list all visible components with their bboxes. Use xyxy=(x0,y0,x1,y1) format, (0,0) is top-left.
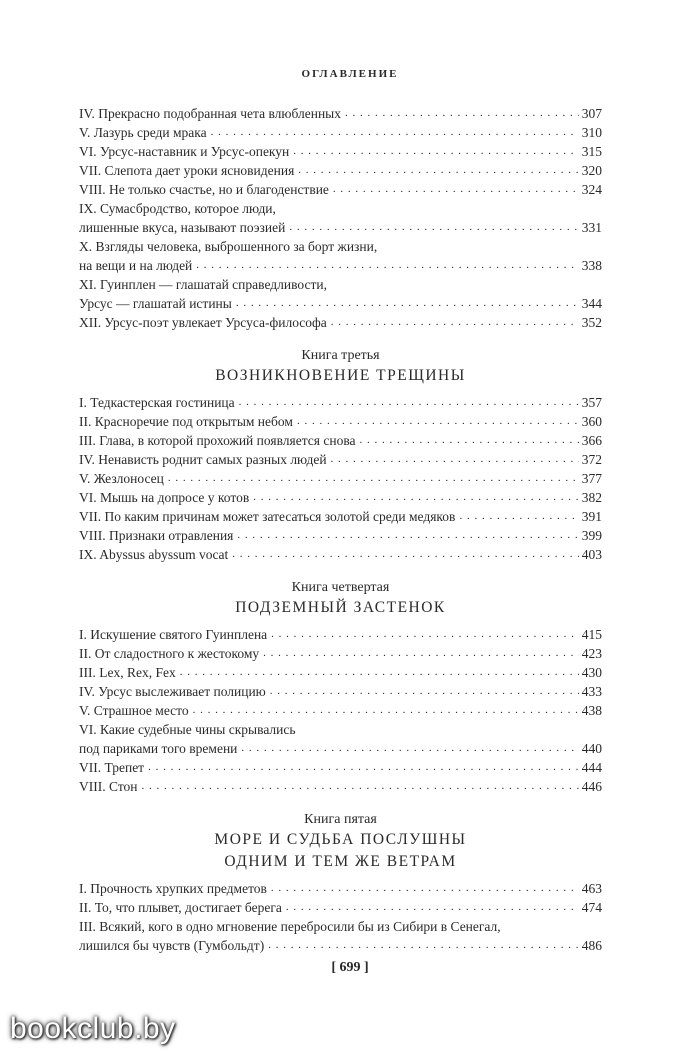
toc-entry xyxy=(79,879,602,898)
toc-entry xyxy=(79,142,602,161)
entry-page-number: 430 xyxy=(581,665,602,680)
entry-page-number: 415 xyxy=(581,627,602,642)
entry-page-number: 403 xyxy=(581,547,602,562)
entry-title: X. Взгляды человека, выброшенного за борт жизни, xyxy=(79,239,378,254)
entry-page-number: 357 xyxy=(581,395,602,410)
toc-entry xyxy=(79,720,602,758)
entry-page-number: 307 xyxy=(581,106,602,121)
entry-title: II. От сладостного к жестокому xyxy=(79,646,260,661)
toc-entry xyxy=(79,644,602,663)
entry-title: VII. Слепота дает уроки ясновидения xyxy=(79,163,295,178)
book-heading xyxy=(79,346,602,387)
entry-title: IV. Ненависть роднит самых разных людей xyxy=(79,452,327,467)
entry-page-number: 444 xyxy=(581,760,602,775)
toc-entry xyxy=(79,469,602,488)
entry-title: III. Lex, Rex, Fex xyxy=(79,665,176,680)
dot-leader xyxy=(239,393,579,407)
toc-entry xyxy=(79,507,602,526)
entry-title: V. Страшное место xyxy=(79,703,189,718)
entry-title: VIII. Не только счастье, но и благоденствие xyxy=(79,182,329,197)
entry-page-number: 324 xyxy=(581,182,602,197)
book-title: МОРЕ И СУДЬБА ПОСЛУШНЫ xyxy=(214,831,467,848)
entry-title: лишенные вкуса, называют поэзией xyxy=(79,220,286,235)
dot-leader xyxy=(142,777,579,791)
dot-leader xyxy=(270,682,579,696)
entry-title: VIII. Стон xyxy=(79,779,138,794)
toc-entry xyxy=(79,104,602,123)
toc-entry xyxy=(79,123,602,142)
book-heading xyxy=(79,578,602,619)
dot-leader xyxy=(360,431,579,445)
dot-leader xyxy=(333,180,579,194)
entry-title: на вещи и на людей xyxy=(79,258,193,273)
dot-leader xyxy=(331,450,579,464)
toc-section xyxy=(79,346,602,564)
watermark-logo: bookclub.by xyxy=(10,1012,176,1045)
entry-page-number: 338 xyxy=(581,258,602,273)
entry-title: III. Всякий, кого в одно мгновение перебросили бы из Сибири в Сенегал, xyxy=(79,919,501,934)
entry-page-number: 366 xyxy=(581,433,602,448)
entry-page-number: 391 xyxy=(581,509,602,524)
entry-page-number: 320 xyxy=(581,163,602,178)
entry-page-number: 446 xyxy=(581,779,602,794)
toc-entry xyxy=(79,488,602,507)
entry-page-number: 331 xyxy=(581,220,602,235)
dot-leader xyxy=(271,625,579,639)
toc-entry xyxy=(79,898,602,917)
page-number: [ 699 ] xyxy=(331,960,369,975)
toc-entry xyxy=(79,758,602,777)
entry-title: VI. Какие судебные чины скрывались xyxy=(79,722,296,737)
entry-page-number: 382 xyxy=(581,490,602,505)
toc-entry xyxy=(79,777,602,796)
toc-entry xyxy=(79,625,602,644)
entry-page-number: 440 xyxy=(581,741,602,756)
entry-title: VI. Урсус-наставник и Урсус-опекун xyxy=(79,144,290,159)
dot-leader xyxy=(148,758,579,772)
entry-title: II. То, что плывет, достигает берега xyxy=(79,900,282,915)
entry-title: VIII. Признаки отравления xyxy=(79,528,234,543)
book-heading xyxy=(79,810,602,873)
book-title: ВОЗНИКНОВЕНИЕ ТРЕЩИНЫ xyxy=(215,367,466,384)
dot-leader xyxy=(180,663,579,677)
dot-leader xyxy=(268,936,579,950)
entry-page-number: 315 xyxy=(581,144,602,159)
entry-title: I. Прочность хрупких предметов xyxy=(79,881,267,896)
entry-title: IV. Урсус выслеживает полицию xyxy=(79,684,266,699)
dot-leader xyxy=(271,879,579,893)
entry-page-number: 372 xyxy=(581,452,602,467)
toc-entry xyxy=(79,917,602,955)
entry-page-number: 423 xyxy=(581,646,602,661)
entry-page-number: 344 xyxy=(581,296,602,311)
toc-entry xyxy=(79,180,602,199)
toc-entry xyxy=(79,545,602,564)
toc-entry xyxy=(79,275,602,313)
book-label: Книга четвертая xyxy=(291,580,390,595)
toc-entry xyxy=(79,313,602,332)
book-label: Книга пятая xyxy=(304,812,377,827)
entry-title: IV. Прекрасно подобранная чета влюбленных xyxy=(79,106,341,121)
dot-leader xyxy=(331,313,579,327)
entry-title: IX. Сумасбродство, которое люди, xyxy=(79,201,276,216)
entry-title: лишился бы чувств (Гумбольдт) xyxy=(79,938,265,953)
entry-page-number: 352 xyxy=(581,315,602,330)
dot-leader xyxy=(263,644,579,658)
toc-entry xyxy=(79,161,602,180)
toc-section xyxy=(79,104,602,332)
entry-title: V. Лазурь среди мрака xyxy=(79,125,207,140)
dot-leader xyxy=(193,701,579,715)
entry-page-number: 377 xyxy=(581,471,602,486)
toc-entry xyxy=(79,701,602,720)
entry-title: IX. Abyssus abyssum vocat xyxy=(79,547,229,562)
dot-leader xyxy=(241,739,578,753)
entry-title: VII. Трепет xyxy=(79,760,145,775)
entry-page-number: 310 xyxy=(581,125,602,140)
dot-leader xyxy=(289,218,578,232)
toc-section xyxy=(79,578,602,796)
book-title: ПОДЗЕМНЫЙ ЗАСТЕНОК xyxy=(235,599,446,616)
entry-title: Урсус — глашатай истины xyxy=(79,296,232,311)
toc-entry xyxy=(79,412,602,431)
entry-title: XI. Гуинплен — глашатай справедливости, xyxy=(79,277,327,292)
entry-page-number: 474 xyxy=(581,900,602,915)
toc-entry xyxy=(79,199,602,237)
dot-leader xyxy=(286,898,579,912)
entry-page-number: 486 xyxy=(581,938,602,953)
entry-page-number: 438 xyxy=(581,703,602,718)
toc-entry xyxy=(79,393,602,412)
entry-title: I. Тедкастерская гостиница xyxy=(79,395,235,410)
dot-leader xyxy=(232,545,579,559)
book-label: Книга третья xyxy=(301,348,380,363)
entry-title: VII. По каким причинам может затесаться золотой среди медяков xyxy=(79,509,456,524)
toc-entry xyxy=(79,431,602,450)
toc-section xyxy=(79,810,602,955)
dot-leader xyxy=(293,142,578,156)
dot-leader xyxy=(196,256,578,270)
entry-title: III. Глава, в которой прохожий появляется снова xyxy=(79,433,356,448)
toc-entry xyxy=(79,663,602,682)
toc-entry xyxy=(79,526,602,545)
toc-entry xyxy=(79,450,602,469)
book-title: ОДНИМ И ТЕМ ЖЕ ВЕТРАМ xyxy=(224,853,457,870)
toc-entry xyxy=(79,682,602,701)
entry-page-number: 433 xyxy=(581,684,602,699)
toc-entry xyxy=(79,237,602,275)
dot-leader xyxy=(236,294,579,308)
dot-leader xyxy=(297,412,579,426)
dot-leader xyxy=(298,161,578,175)
table-of-contents xyxy=(79,104,602,955)
dot-leader xyxy=(237,526,578,540)
entry-title: VI. Мышь на допросе у котов xyxy=(79,490,250,505)
running-head: ОГЛАВЛЕНИЕ xyxy=(301,68,399,80)
dot-leader xyxy=(211,123,579,137)
dot-leader xyxy=(253,488,579,502)
dot-leader xyxy=(345,104,579,118)
dot-leader xyxy=(459,507,578,521)
entry-title: под париками того времени xyxy=(79,741,238,756)
entry-title: XII. Урсус-поэт увлекает Урсуса-философа xyxy=(79,315,327,330)
entry-page-number: 360 xyxy=(581,414,602,429)
entry-page-number: 463 xyxy=(581,881,602,896)
entry-title: V. Жезлоносец xyxy=(79,471,164,486)
entry-title: I. Искушение святого Гуинплена xyxy=(79,627,268,642)
dot-leader xyxy=(168,469,579,483)
entry-page-number: 399 xyxy=(581,528,602,543)
entry-title: II. Красноречие под открытым небом xyxy=(79,414,293,429)
